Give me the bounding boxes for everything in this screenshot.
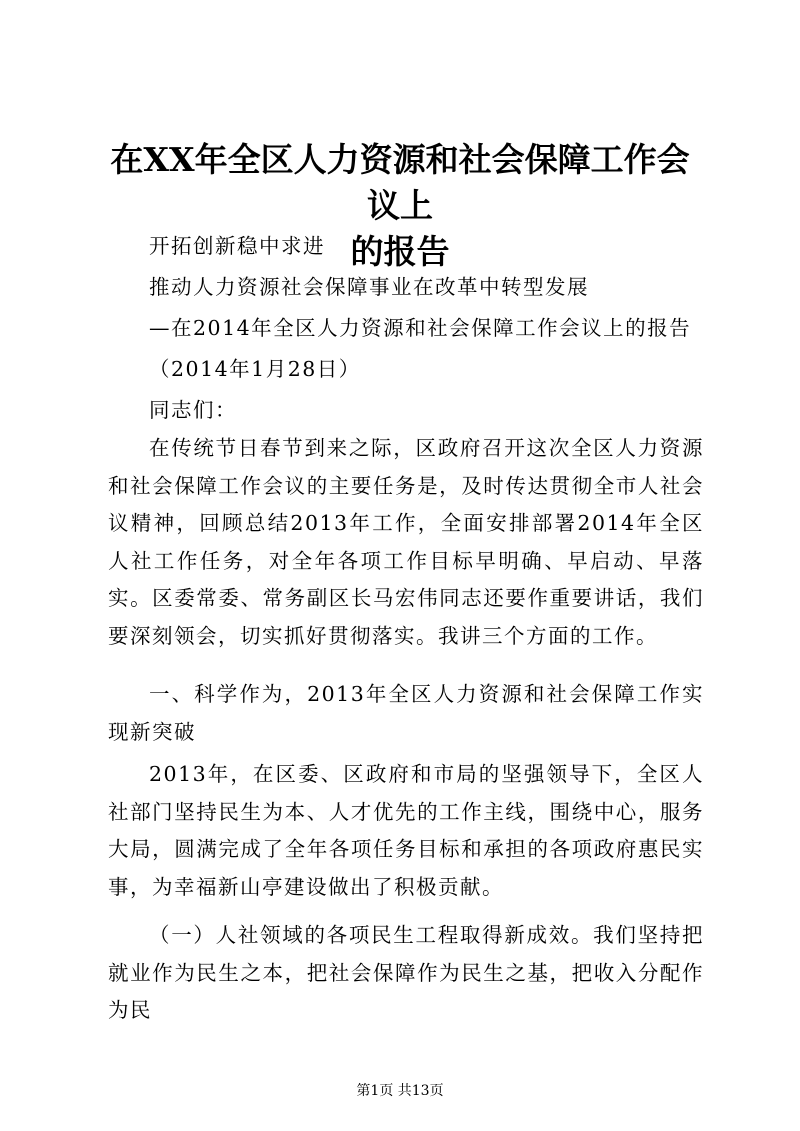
section-heading-1: 一、科学作为，2013年全区人力资源和社会保障工作实现新突破 bbox=[108, 682, 704, 744]
page-number: 第1页 共13页 bbox=[356, 1083, 444, 1099]
subtitle-1: 开拓创新稳中求进 bbox=[149, 234, 325, 258]
subtitle-2: 推动人力资源社会保障事业在改革中转型发展 bbox=[149, 275, 589, 299]
paragraph-2013-summary: 2013年，在区委、区政府和市局的坚强领导下，全区人社部门坚持民生为本、人才优先的工作主线，围绕中心，服务大局，圆满完成了全年各项任务目标和承担的各项政府惠民实事，为幸福新山亭建设做出了积极贡献。 bbox=[108, 762, 704, 899]
report-date: （2014年1月28日） bbox=[149, 357, 361, 381]
subtitle-3: —在2014年全区人力资源和社会保障工作会议上的报告 bbox=[149, 316, 692, 340]
salutation: 同志们： bbox=[149, 398, 237, 422]
title-line-2: 的报告 bbox=[350, 232, 450, 271]
title-line-1: 在XX年全区人力资源和社会保障工作会议上 bbox=[110, 140, 690, 225]
paragraph-intro: 在传统节日春节到来之际，区政府召开这次全区人力资源和社会保障工作会议的主要任务是，及时传达贯彻全市人社会议精神，回顾总结2013年工作，全面安排部署2014年全区人社工作任务，对全年各项工作目标早明确、早启动、早落实。区委常委、常务副区长马宏伟同志还要作重要讲话，我们要深刻领会，切实抓好贯彻落实。我讲三个方面的工作。 bbox=[108, 436, 704, 648]
paragraph-livelihood: （一）人社领域的各项民生工程取得新成效。我们坚持把就业作为民生之本，把社会保障作为民生之基，把收入分配作为民 bbox=[108, 923, 704, 1022]
